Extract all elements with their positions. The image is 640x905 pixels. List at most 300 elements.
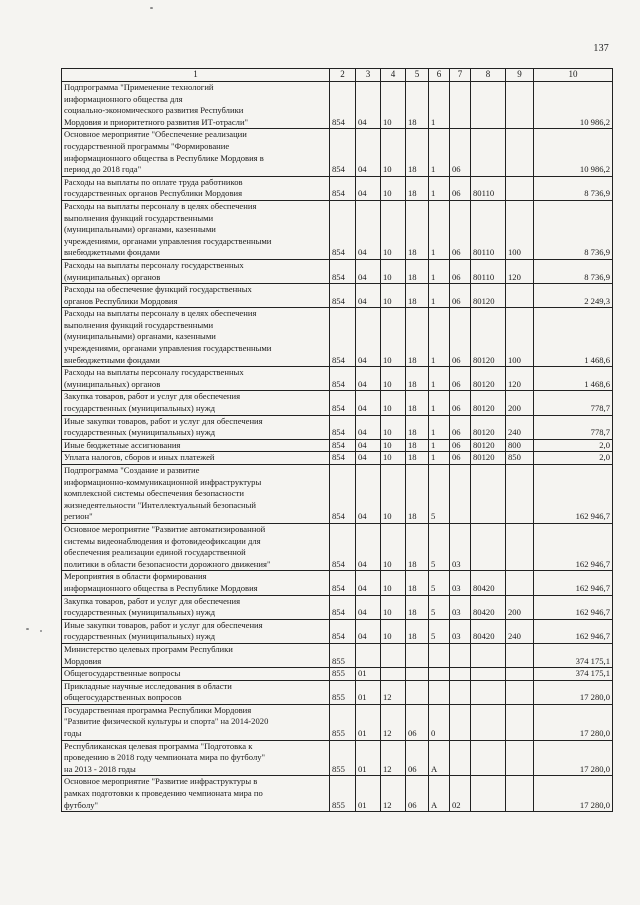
code-cell-c7: 03 [450, 619, 471, 643]
code-cell-c5 [406, 680, 429, 704]
code-cell-c8 [471, 523, 506, 570]
row-name-line: Основное мероприятие "Развитие автоматизированной [64, 523, 266, 534]
code-cell-c2: 854 [330, 415, 356, 439]
code-cell-c3: 04 [356, 176, 381, 200]
row-name-line: Иные закупки товаров, работ и услуг для обеспечения [64, 619, 263, 630]
code-cell-c9 [506, 680, 534, 704]
code-cell-c8 [471, 704, 506, 740]
amount-cell: 17 280,0 [534, 680, 613, 704]
code-cell-c3: 04 [356, 595, 381, 619]
row-name [62, 391, 330, 415]
code-cell-c8: 80120 [471, 391, 506, 415]
code-cell-c4 [381, 643, 406, 667]
row-name-line: регион" [64, 511, 93, 522]
code-cell-c8: 80420 [471, 595, 506, 619]
table-row [62, 668, 613, 681]
code-cell-c7: 03 [450, 523, 471, 570]
code-cell-c3: 04 [356, 391, 381, 415]
code-cell-c9 [506, 465, 534, 524]
row-name-line: обеспечения реализации единой государственной [64, 547, 246, 558]
code-cell-c3: 04 [356, 259, 381, 283]
row-name [62, 643, 330, 667]
code-cell-c3 [356, 643, 381, 667]
table-row [62, 704, 613, 740]
budget-table [61, 68, 613, 812]
code-cell-c7: 03 [450, 571, 471, 595]
table-row [62, 643, 613, 667]
row-name-line: Закупка товаров, работ и услуг для обеспечения [64, 391, 241, 402]
header-col-10: 10 [534, 69, 613, 82]
code-cell-c5: 18 [406, 129, 429, 176]
code-cell-c4: 10 [381, 176, 406, 200]
code-cell-c4: 10 [381, 439, 406, 452]
row-name [62, 82, 330, 129]
code-cell-c4: 10 [381, 595, 406, 619]
header-col-1: 1 [62, 69, 330, 82]
code-cell-c9 [506, 523, 534, 570]
row-name-line: государственных органов Республики Мордовия [64, 188, 243, 199]
code-cell-c5: 18 [406, 367, 429, 391]
row-name [62, 415, 330, 439]
code-cell-c7: 06 [450, 284, 471, 308]
amount-cell: 8 736,9 [534, 259, 613, 283]
row-name-line: Расходы на выплаты персоналу в целях обеспечения [64, 200, 257, 211]
code-cell-c2: 854 [330, 308, 356, 367]
code-cell-c7: 06 [450, 439, 471, 452]
row-name-line: выполнения функций государственными [64, 212, 214, 223]
code-cell-c2: 855 [330, 740, 356, 776]
code-cell-c9: 240 [506, 619, 534, 643]
code-cell-c8: 80120 [471, 284, 506, 308]
code-cell-c6: 5 [429, 465, 450, 524]
code-cell-c5: 18 [406, 82, 429, 129]
row-name-line: органов Республики Мордовия [64, 295, 178, 306]
code-cell-c5: 18 [406, 308, 429, 367]
row-name-line: политики в области безопасности дорожного движения" [64, 558, 271, 569]
table-row [62, 619, 613, 643]
row-name-line: Общегосударственные вопросы [64, 668, 181, 679]
code-cell-c6 [429, 643, 450, 667]
code-cell-c5: 06 [406, 740, 429, 776]
code-cell-c8: 80120 [471, 415, 506, 439]
code-cell-c2: 854 [330, 129, 356, 176]
code-cell-c6: 1 [429, 284, 450, 308]
row-name [62, 259, 330, 283]
code-cell-c2: 854 [330, 523, 356, 570]
page-number: 137 [593, 43, 609, 54]
code-cell-c3: 01 [356, 668, 381, 681]
table-header [62, 69, 613, 82]
code-cell-c9 [506, 740, 534, 776]
code-cell-c5: 18 [406, 439, 429, 452]
code-cell-c9: 200 [506, 595, 534, 619]
table-row [62, 452, 613, 465]
scan-speck [40, 630, 42, 632]
row-name [62, 740, 330, 776]
code-cell-c8: 80120 [471, 439, 506, 452]
row-name-line: Республиканская целевая программа "Подготовка к [64, 740, 253, 751]
row-name-line: (муниципальных) органов [64, 271, 161, 282]
code-cell-c5: 18 [406, 595, 429, 619]
amount-cell: 778,7 [534, 391, 613, 415]
code-cell-c6 [429, 680, 450, 704]
code-cell-c7: 06 [450, 415, 471, 439]
code-cell-c6: 1 [429, 308, 450, 367]
code-cell-c3: 04 [356, 465, 381, 524]
amount-cell: 778,7 [534, 415, 613, 439]
code-cell-c7: 06 [450, 259, 471, 283]
code-cell-c2: 854 [330, 82, 356, 129]
code-cell-c2: 855 [330, 643, 356, 667]
code-cell-c3: 01 [356, 680, 381, 704]
code-cell-c8 [471, 465, 506, 524]
amount-cell: 162 946,7 [534, 465, 613, 524]
table-row [62, 571, 613, 595]
code-cell-c9 [506, 284, 534, 308]
code-cell-c3: 04 [356, 82, 381, 129]
row-name [62, 571, 330, 595]
code-cell-c3: 04 [356, 619, 381, 643]
code-cell-c6: 5 [429, 619, 450, 643]
code-cell-c2: 855 [330, 776, 356, 812]
code-cell-c7: 03 [450, 595, 471, 619]
code-cell-c7 [450, 643, 471, 667]
code-cell-c9 [506, 776, 534, 812]
header-col-2: 2 [330, 69, 356, 82]
code-cell-c6: 1 [429, 439, 450, 452]
code-cell-c2: 854 [330, 176, 356, 200]
amount-cell: 162 946,7 [534, 571, 613, 595]
code-cell-c5: 06 [406, 704, 429, 740]
code-cell-c4: 10 [381, 129, 406, 176]
row-name-line: государственных (муниципальных) нужд [64, 427, 216, 438]
row-name-line: информационно-коммуникационной инфраструктуры [64, 476, 262, 487]
code-cell-c8: 80110 [471, 259, 506, 283]
row-name-line: "Развитие физической культуры и спорта" на 2014-2020 [64, 716, 269, 727]
code-cell-c8: 80110 [471, 200, 506, 259]
row-name [62, 367, 330, 391]
row-name-line: Мероприятия в области формирования [64, 571, 207, 582]
code-cell-c5: 06 [406, 776, 429, 812]
code-cell-c5: 18 [406, 465, 429, 524]
row-name [62, 523, 330, 570]
amount-cell: 1 468,6 [534, 308, 613, 367]
code-cell-c7 [450, 668, 471, 681]
amount-cell: 8 736,9 [534, 200, 613, 259]
scan-speck [150, 7, 153, 9]
amount-cell: 1 468,6 [534, 367, 613, 391]
code-cell-c2: 854 [330, 259, 356, 283]
code-cell-c7: 06 [450, 452, 471, 465]
row-name [62, 452, 330, 465]
code-cell-c4: 10 [381, 200, 406, 259]
code-cell-c7: 06 [450, 200, 471, 259]
header-col-9: 9 [506, 69, 534, 82]
table-row [62, 595, 613, 619]
code-cell-c2: 854 [330, 284, 356, 308]
row-name-line: Расходы на выплаты персоналу в целях обеспечения [64, 308, 257, 319]
row-name-line: Расходы на обеспечение функций государственных [64, 284, 252, 295]
row-name [62, 668, 330, 681]
amount-cell: 17 280,0 [534, 776, 613, 812]
code-cell-c3: 04 [356, 367, 381, 391]
code-cell-c5: 18 [406, 452, 429, 465]
code-cell-c4: 12 [381, 776, 406, 812]
row-name [62, 619, 330, 643]
table-row [62, 82, 613, 129]
row-name [62, 284, 330, 308]
code-cell-c4: 10 [381, 619, 406, 643]
row-name-line: проведению в 2018 году чемпионата мира по футболу" [64, 752, 266, 763]
code-cell-c9: 100 [506, 200, 534, 259]
row-name-line: учреждениями, органами управления государственными [64, 235, 272, 246]
code-cell-c2: 855 [330, 704, 356, 740]
code-cell-c4: 10 [381, 284, 406, 308]
header-col-3: 3 [356, 69, 381, 82]
header-col-6: 6 [429, 69, 450, 82]
code-cell-c3: 04 [356, 571, 381, 595]
code-cell-c5 [406, 643, 429, 667]
row-name-line: выполнения функций государственными [64, 319, 214, 330]
code-cell-c3: 04 [356, 200, 381, 259]
code-cell-c2: 855 [330, 668, 356, 681]
row-name-line: рамках подготовки к проведению чемпионата мира по [64, 788, 263, 799]
code-cell-c2: 854 [330, 452, 356, 465]
code-cell-c3: 04 [356, 284, 381, 308]
table-row [62, 176, 613, 200]
code-cell-c3: 04 [356, 308, 381, 367]
code-cell-c6: 1 [429, 415, 450, 439]
code-cell-c4: 10 [381, 82, 406, 129]
code-cell-c9 [506, 82, 534, 129]
code-cell-c8: 80120 [471, 308, 506, 367]
header-col-5: 5 [406, 69, 429, 82]
code-cell-c9 [506, 704, 534, 740]
code-cell-c5: 18 [406, 259, 429, 283]
table-row [62, 284, 613, 308]
table-row [62, 776, 613, 812]
row-name-line: Иные бюджетные ассигнования [64, 439, 181, 450]
code-cell-c8: 80420 [471, 571, 506, 595]
amount-cell: 8 736,9 [534, 176, 613, 200]
code-cell-c7 [450, 82, 471, 129]
row-name-line: период до 2018 года" [64, 164, 142, 175]
table-row [62, 129, 613, 176]
row-name-line: Основное мероприятие "Развитие инфраструктуры в [64, 776, 258, 787]
row-name-line: социально-экономического развития Республики [64, 105, 244, 116]
row-name-line: информационного общества в Республике Мордовия [64, 582, 258, 593]
code-cell-c2: 854 [330, 391, 356, 415]
row-name [62, 200, 330, 259]
code-cell-c9: 200 [506, 391, 534, 415]
code-cell-c4: 10 [381, 452, 406, 465]
code-cell-c6: 1 [429, 367, 450, 391]
code-cell-c8 [471, 740, 506, 776]
row-name-line: Основное мероприятие "Обеспечение реализации [64, 129, 247, 140]
row-name-line: информационного общества для [64, 93, 183, 104]
code-cell-c3: 04 [356, 129, 381, 176]
code-cell-c5: 18 [406, 391, 429, 415]
row-name [62, 595, 330, 619]
table-row [62, 740, 613, 776]
code-cell-c3: 01 [356, 740, 381, 776]
row-name-line: Расходы на выплаты персоналу государственных [64, 259, 244, 270]
code-cell-c3: 04 [356, 523, 381, 570]
code-cell-c5: 18 [406, 284, 429, 308]
row-name-line: комплексной системы обеспечения безопасности [64, 488, 244, 499]
row-name-line: Прикладные научные исследования в области [64, 680, 232, 691]
table-row [62, 680, 613, 704]
code-cell-c9: 100 [506, 308, 534, 367]
code-cell-c5: 18 [406, 415, 429, 439]
code-cell-c3: 04 [356, 439, 381, 452]
code-cell-c4: 12 [381, 704, 406, 740]
row-name-line: на 2013 - 2018 годы [64, 763, 136, 774]
row-name-line: Подпрограмма "Применение технологий [64, 82, 214, 92]
code-cell-c7 [450, 680, 471, 704]
row-name [62, 439, 330, 452]
code-cell-c8: 80110 [471, 176, 506, 200]
code-cell-c2: 854 [330, 465, 356, 524]
code-cell-c9 [506, 571, 534, 595]
row-name-line: общегосударственных вопросов [64, 692, 182, 703]
code-cell-c6: 1 [429, 176, 450, 200]
code-cell-c4: 12 [381, 680, 406, 704]
code-cell-c7: 06 [450, 176, 471, 200]
code-cell-c2: 854 [330, 439, 356, 452]
row-name-line: Министерство целевых программ Республики [64, 643, 233, 654]
code-cell-c6: 1 [429, 259, 450, 283]
code-cell-c6: 1 [429, 129, 450, 176]
code-cell-c3: 01 [356, 776, 381, 812]
scan-speck [26, 628, 29, 630]
code-cell-c2: 855 [330, 680, 356, 704]
row-name-line: государственных (муниципальных) нужд [64, 631, 216, 642]
code-cell-c7: 02 [450, 776, 471, 812]
row-name [62, 704, 330, 740]
code-cell-c9: 800 [506, 439, 534, 452]
table-row [62, 308, 613, 367]
code-cell-c6: 1 [429, 82, 450, 129]
amount-cell: 10 986,2 [534, 82, 613, 129]
row-name-line: системы видеонаблюдения и фотовидеофиксации для [64, 535, 261, 546]
code-cell-c7: 06 [450, 391, 471, 415]
code-cell-c6: А [429, 740, 450, 776]
row-name-line: учреждениями, органами управления государственными [64, 343, 272, 354]
code-cell-c6 [429, 668, 450, 681]
code-cell-c4: 10 [381, 259, 406, 283]
code-cell-c5: 18 [406, 176, 429, 200]
code-cell-c7 [450, 740, 471, 776]
header-col-8: 8 [471, 69, 506, 82]
row-name [62, 776, 330, 812]
table-row [62, 439, 613, 452]
table-row [62, 415, 613, 439]
header-col-7: 7 [450, 69, 471, 82]
code-cell-c4: 12 [381, 740, 406, 776]
table-row [62, 391, 613, 415]
amount-cell: 162 946,7 [534, 619, 613, 643]
code-cell-c9 [506, 643, 534, 667]
code-cell-c2: 854 [330, 619, 356, 643]
code-cell-c9 [506, 668, 534, 681]
code-cell-c7: 06 [450, 367, 471, 391]
row-name-line: Подпрограмма "Создание и развитие [64, 465, 200, 475]
code-cell-c4: 10 [381, 391, 406, 415]
row-name-line: государственных (муниципальных) нужд [64, 607, 216, 618]
table-row [62, 523, 613, 570]
row-name-line: внебюджетными фондами [64, 247, 160, 258]
table-row [62, 465, 613, 524]
amount-cell: 10 986,2 [534, 129, 613, 176]
amount-cell: 17 280,0 [534, 704, 613, 740]
amount-cell: 374 175,1 [534, 668, 613, 681]
table-row [62, 367, 613, 391]
code-cell-c4: 10 [381, 465, 406, 524]
code-cell-c8 [471, 82, 506, 129]
amount-cell: 2 249,3 [534, 284, 613, 308]
code-cell-c8 [471, 643, 506, 667]
code-cell-c3: 04 [356, 415, 381, 439]
row-name-line: внебюджетными фондами [64, 354, 160, 365]
code-cell-c7: 06 [450, 129, 471, 176]
row-name-line: государственной программы "Формирование [64, 140, 230, 151]
row-name-line: Мордовия и приоритетного развития ИТ-отрасли" [64, 116, 249, 127]
code-cell-c6: 5 [429, 571, 450, 595]
row-name-line: Расходы на выплаты по оплате труда работников [64, 176, 243, 187]
amount-cell: 374 175,1 [534, 643, 613, 667]
code-cell-c4: 10 [381, 523, 406, 570]
code-cell-c8: 80420 [471, 619, 506, 643]
amount-cell: 162 946,7 [534, 523, 613, 570]
code-cell-c5: 18 [406, 619, 429, 643]
code-cell-c6: 1 [429, 391, 450, 415]
code-cell-c2: 854 [330, 367, 356, 391]
amount-cell: 162 946,7 [534, 595, 613, 619]
code-cell-c6: 0 [429, 704, 450, 740]
table-row [62, 200, 613, 259]
code-cell-c4 [381, 668, 406, 681]
row-name-line: (муниципальными) органами, казенными [64, 331, 216, 342]
row-name [62, 129, 330, 176]
row-name [62, 680, 330, 704]
code-cell-c5 [406, 668, 429, 681]
row-name-line: футболу" [64, 799, 99, 810]
row-name-line: Мордовия [64, 655, 102, 666]
code-cell-c6: А [429, 776, 450, 812]
row-name [62, 308, 330, 367]
row-name [62, 465, 330, 524]
amount-cell: 2,0 [534, 452, 613, 465]
row-name-line: Закупка товаров, работ и услуг для обеспечения [64, 595, 241, 606]
code-cell-c4: 10 [381, 367, 406, 391]
code-cell-c9: 850 [506, 452, 534, 465]
row-name-line: годы [64, 728, 82, 739]
code-cell-c4: 10 [381, 308, 406, 367]
row-name-line: жизнедеятельности "Интеллектуальный безопасный [64, 499, 256, 510]
row-name-line: (муниципальными) органами, казенными [64, 224, 216, 235]
code-cell-c8 [471, 668, 506, 681]
code-cell-c5: 18 [406, 571, 429, 595]
row-name-line: Расходы на выплаты персоналу государственных [64, 367, 244, 378]
code-cell-c8 [471, 129, 506, 176]
code-cell-c3: 04 [356, 452, 381, 465]
code-cell-c4: 10 [381, 415, 406, 439]
amount-cell: 2,0 [534, 439, 613, 452]
code-cell-c9: 120 [506, 259, 534, 283]
code-cell-c6: 1 [429, 200, 450, 259]
row-name-line: (муниципальных) органов [64, 378, 161, 389]
